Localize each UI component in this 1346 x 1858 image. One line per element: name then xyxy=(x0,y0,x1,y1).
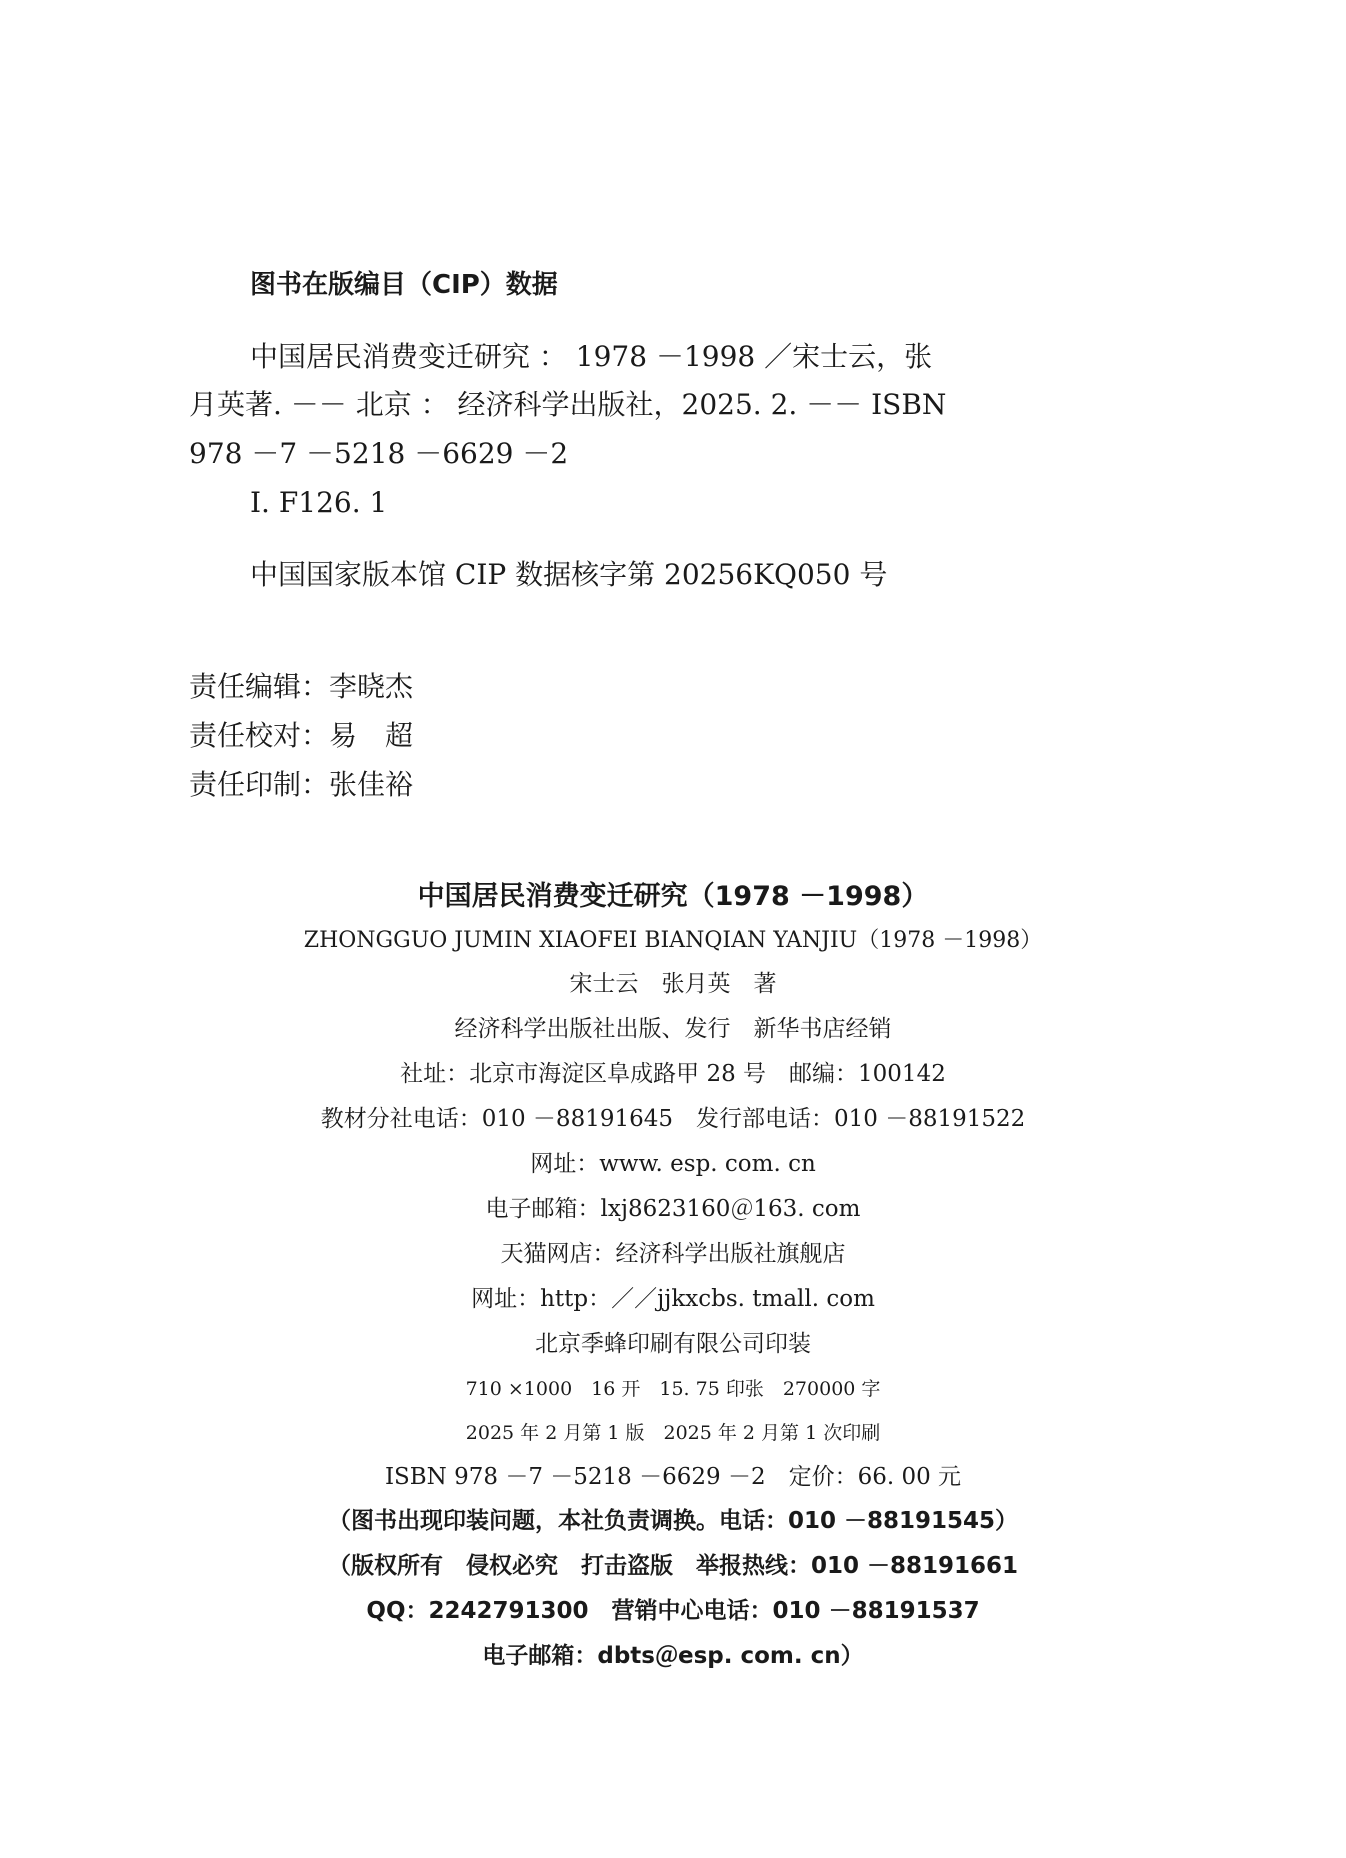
isbn-price: ISBN 978 －7 －5218 －6629 －2 定价：66. 00 元 xyxy=(384,1464,962,1490)
cip-approval-number: 中国国家版本馆 CIP 数据核字第 20256KQ050 号 xyxy=(250,558,888,591)
tmall-store: 天猫网店：经济科学出版社旗舰店 xyxy=(500,1241,846,1267)
notice-contact-qq: QQ：2242791300 营销中心电话：010 －88191537 xyxy=(366,1598,980,1624)
responsible-printing: 责任印制：张佳裕 xyxy=(189,768,414,801)
notice-email: 电子邮箱：dbts＠esp. com. cn） xyxy=(482,1643,864,1669)
edition-info: 2025 年 2 月第 1 版 2025 年 2 月第 1 次印刷 xyxy=(465,1422,881,1444)
book-title-chinese: 中国居民消费变迁研究（1978 －1998） xyxy=(417,881,929,912)
publisher-website: 网址：www. esp. com. cn xyxy=(530,1151,816,1177)
tmall-url: 网址：http：／／jjkxcbs. tmall. com xyxy=(471,1286,875,1312)
publisher-address: 社址：北京市海淀区阜成路甲 28 号 邮编：100142 xyxy=(400,1061,946,1087)
publisher-line: 经济科学出版社出版、发行 新华书店经销 xyxy=(454,1016,892,1042)
printer: 北京季蜂印刷有限公司印装 xyxy=(535,1331,811,1357)
cip-classification: Ⅰ. F126. 1 xyxy=(250,486,388,519)
cip-entry-line-3: 978 －7 －5218 －6629 －2 xyxy=(189,437,569,470)
cip-entry-line-2: 月英著. －－ 北京 ： 经济科学出版社，2025. 2. －－ ISBN xyxy=(189,388,947,421)
cip-heading: 图书在版编目（CIP）数据 xyxy=(250,270,558,300)
publisher-email: 电子邮箱：lxj8623160＠163. com xyxy=(485,1196,861,1222)
responsible-proofreader: 责任校对：易 超 xyxy=(189,719,414,752)
publisher-phones: 教材分社电话：010 －88191645 发行部电话：010 －88191522 xyxy=(320,1106,1026,1132)
notice-replacement: （图书出现印装问题，本社负责调换。电话：010 －88191545） xyxy=(327,1508,1019,1534)
book-authors: 宋士云 张月英 著 xyxy=(569,971,777,997)
book-specs: 710 ×1000 16 开 15. 75 印张 270000 字 xyxy=(465,1378,881,1400)
notice-copyright: （版权所有 侵权必究 打击盗版 举报热线：010 －88191661 xyxy=(327,1553,1019,1579)
responsible-editor: 责任编辑：李晓杰 xyxy=(189,670,414,703)
cip-entry-line-1: 中国居民消费变迁研究 ： 1978 －1998 ／宋士云，张 xyxy=(250,340,933,373)
book-title-pinyin: ZHONGGUO JUMIN XIAOFEI BIANQIAN YANJIU（1978 －1998） xyxy=(303,928,1043,953)
